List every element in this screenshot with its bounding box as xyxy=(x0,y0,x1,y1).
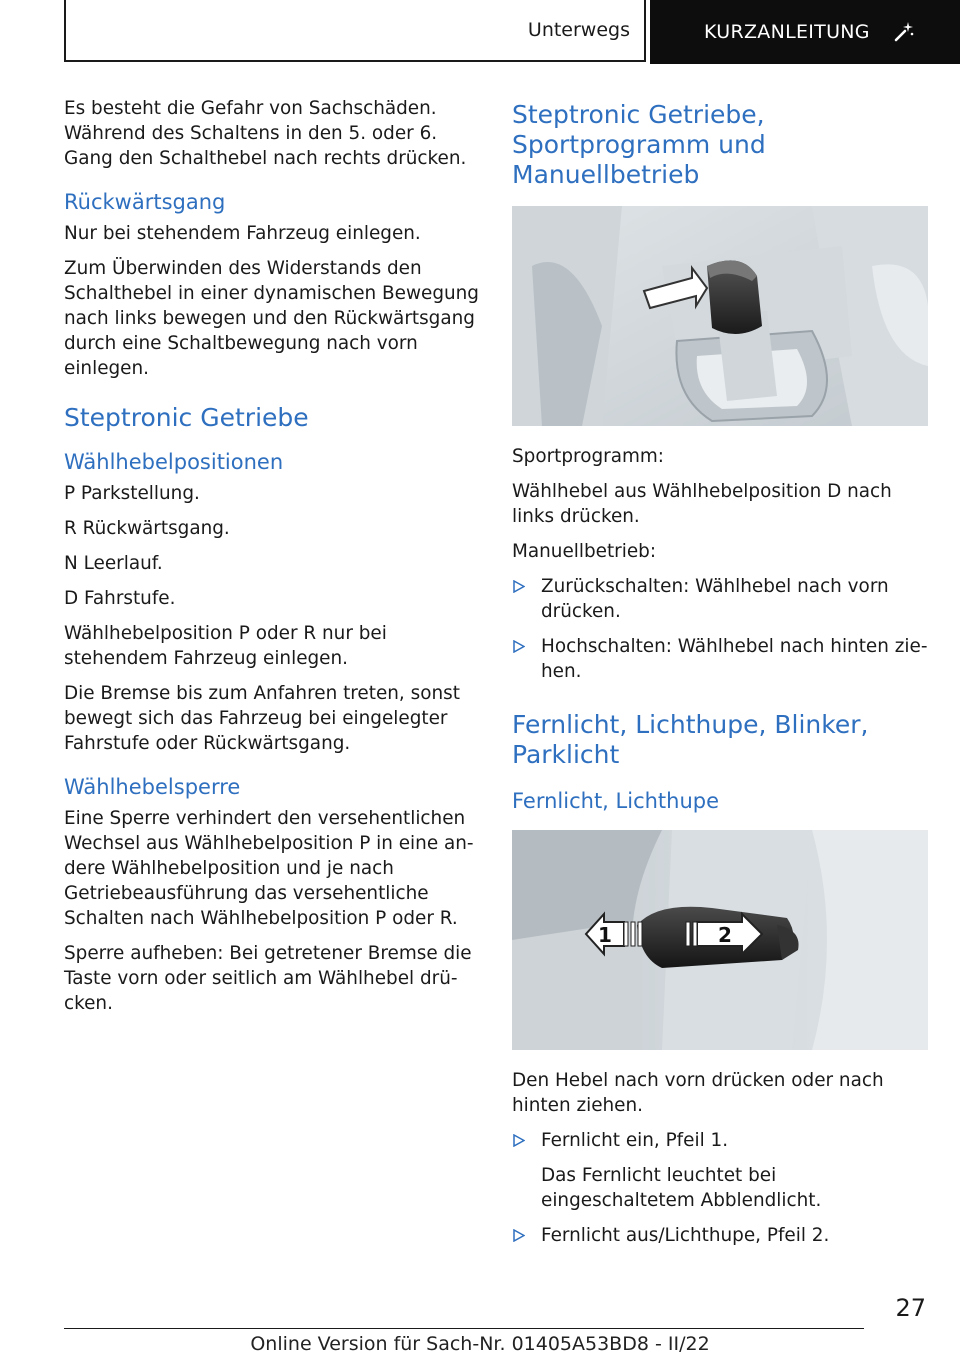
arrow-1-label: 1 xyxy=(598,923,612,947)
lock-paragraph-2: Sperre aufheben: Bei getretener Bremse die Taste vorn oder seitlich am Wählhebel drücken. xyxy=(64,943,472,1014)
lever-text: Den Hebel nach vorn drücken oder nach hinten ziehen. xyxy=(512,1070,884,1116)
guide-tab xyxy=(650,0,960,64)
triangle-right-icon xyxy=(513,640,525,653)
lock-paragraph-1: Eine Sperre verhindert den versehentlichen Wechsel aus Wählhebelposition P in eine andere Wählhebelposition und je nach Getriebeausführung das versehentliche Schalten nach Wählhebelposition P oder R. xyxy=(64,808,474,929)
intro-paragraph: Es besteht die Gefahr von Sachschäden. Während des Schaltens in den 5. oder 6. Gang den Schalthebel nach rechts drücken. xyxy=(64,98,467,169)
section-tab xyxy=(64,0,646,62)
arrow-2-label: 2 xyxy=(718,923,732,947)
highbeam-heading: Fernlicht, Lichthupe xyxy=(512,789,720,813)
reverse-heading: Rückwärtsgang xyxy=(64,190,226,214)
list-item xyxy=(512,634,930,684)
list-item xyxy=(512,1128,930,1153)
positions-heading: Wählhebelpositionen xyxy=(64,450,284,474)
reverse-paragraph-1: Nur bei stehendem Fahrzeug einlegen. xyxy=(64,223,421,244)
section-title: Unterwegs xyxy=(527,19,630,41)
lights-heading: Fernlicht, Lichthupe, Blinker, Parklicht xyxy=(512,710,869,769)
sport-heading: Steptronic Getriebe, Sportprogramm und Manuellbetrieb xyxy=(512,100,766,189)
list-item xyxy=(512,574,930,624)
triangle-right-icon xyxy=(513,1229,525,1242)
page-header xyxy=(64,0,960,64)
manual-item-down: Zurückschalten: Wählhebel nach vorn drücken. xyxy=(541,576,889,622)
position-note-1: Wählhebelposition P oder R nur bei stehendem Fahrzeug einlegen. xyxy=(64,623,387,669)
left-column xyxy=(64,96,482,1026)
footer-divider xyxy=(64,1328,864,1329)
right-column xyxy=(512,96,930,1258)
position-note-2: Die Bremse bis zum Anfahren treten, sonst bewegt sich das Fahrzeug bei eingelegter Fahrstufe oder Rückwärtsgang. xyxy=(64,683,460,754)
highbeam-on-note: Das Fernlicht leuchtet bei eingeschaltetem Abblendlicht. xyxy=(541,1165,822,1211)
triangle-right-icon xyxy=(513,580,525,593)
highbeam-off-item: Fernlicht aus/Lichthupe, Pfeil 2. xyxy=(541,1225,830,1246)
lock-heading: Wählhebelsperre xyxy=(64,775,241,799)
position-p: P Parkstellung. xyxy=(64,483,200,504)
online-version-note: Online Version für Sach-Nr. 01405A53BD8 - II/22 xyxy=(250,1333,710,1355)
page-number: 27 xyxy=(895,1294,926,1322)
list-item xyxy=(512,1223,930,1248)
gear-lever-illustration xyxy=(512,206,928,426)
light-stalk-illustration xyxy=(512,830,928,1050)
triangle-right-icon xyxy=(513,1134,525,1147)
magic-wand-icon xyxy=(892,20,916,44)
sport-text: Wählhebel aus Wählhebelposition D nach links drücken. xyxy=(512,481,892,527)
highbeam-on-item: Fernlicht ein, Pfeil 1. xyxy=(541,1130,729,1151)
guide-title: KURZANLEITUNG xyxy=(704,21,870,43)
manual-item-up: Hochschalten: Wählhebel nach hinten ziehen. xyxy=(541,636,928,682)
steptronic-heading: Steptronic Getriebe xyxy=(64,403,309,432)
position-r: R Rückwärtsgang. xyxy=(64,518,230,539)
reverse-paragraph-2: Zum Überwinden des Widerstands den Schalthebel in einer dynamischen Bewegung nach links bewegen und den Rückwärtsgang durch eine Schaltbewegung nach vorn einlegen. xyxy=(64,258,479,379)
position-d: D Fahrstufe. xyxy=(64,588,176,609)
manual-label: Manuellbetrieb: xyxy=(512,541,657,562)
position-n: N Leerlauf. xyxy=(64,553,163,574)
sport-label: Sportprogramm: xyxy=(512,446,664,467)
